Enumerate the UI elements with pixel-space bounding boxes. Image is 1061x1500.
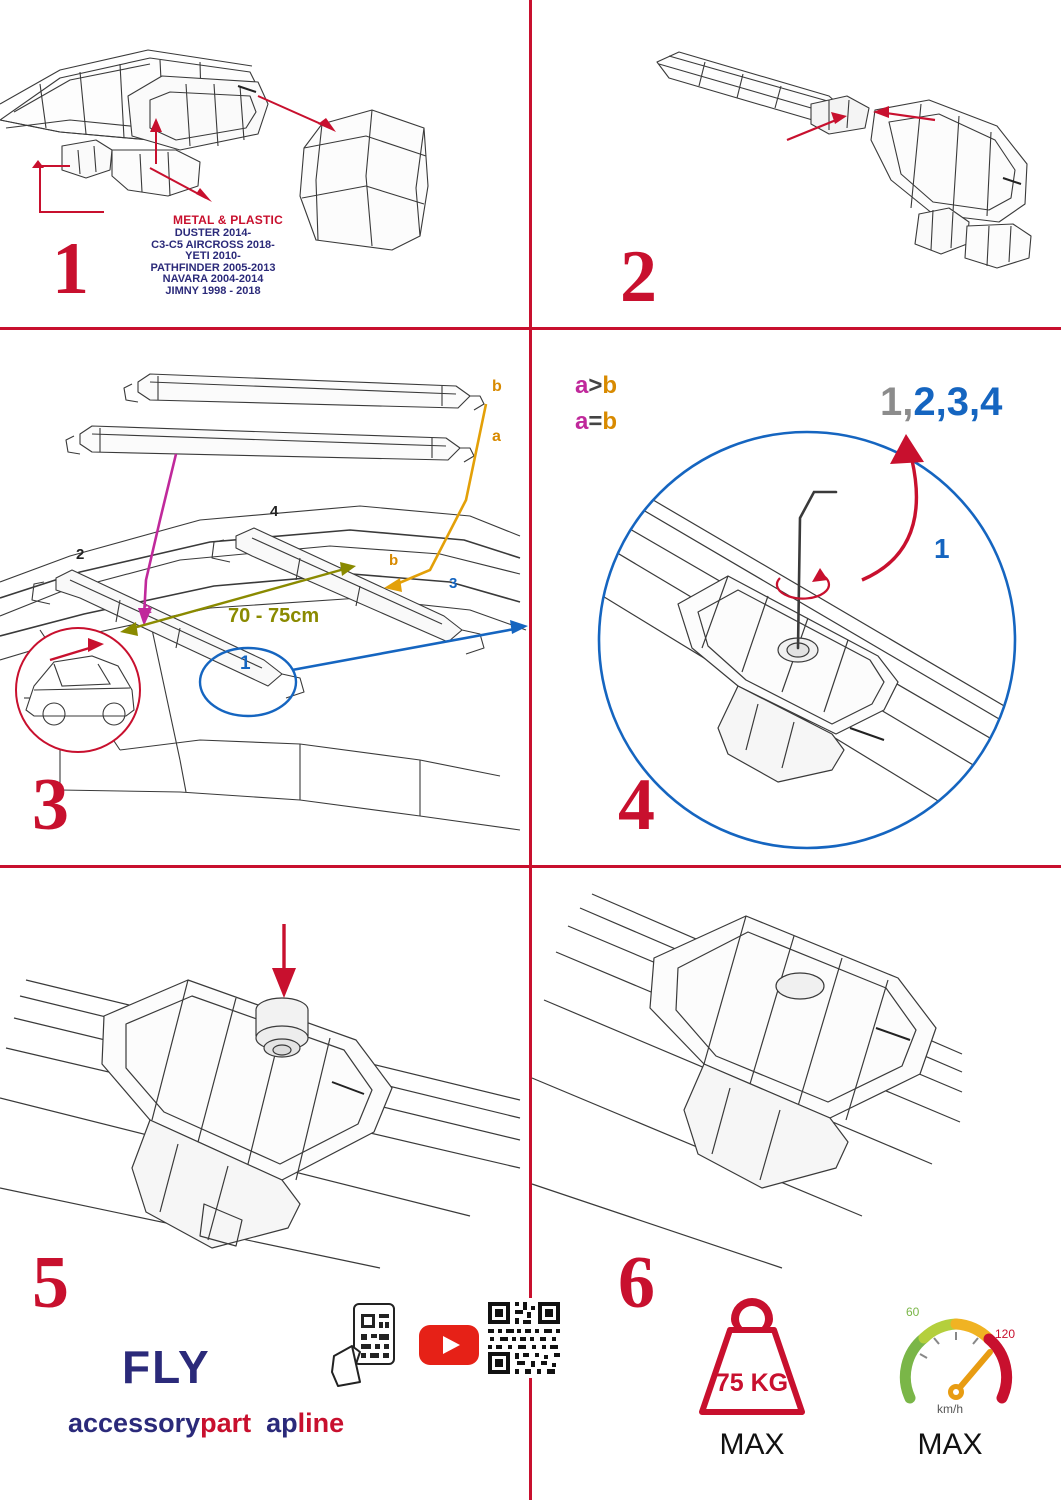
- vehicle-item: PATHFINDER 2005-2013: [150, 261, 276, 274]
- brand-line: [68, 1408, 344, 1439]
- marker-3: 3: [449, 575, 458, 592]
- step-number-3: 3: [32, 764, 67, 846]
- vehicle-item: NAVARA 2004-2014: [162, 273, 264, 285]
- weight-limit-max: MAX: [719, 1428, 785, 1461]
- vehicle-item: YETI 2010-: [185, 250, 241, 262]
- step-2-illustration: [529, 0, 1061, 327]
- order-rest: 2,3,4: [913, 380, 1003, 424]
- step-5-illustration: [0, 868, 529, 1268]
- vehicle-item: DUSTER 2014-: [174, 227, 252, 239]
- relation-operator: >: [588, 372, 603, 399]
- brand-line-suffix: line: [297, 1408, 345, 1438]
- label-b-top-bar: b: [492, 378, 502, 395]
- tightening-order: [880, 380, 1002, 425]
- relation-a: a: [575, 372, 589, 399]
- scan-phone-icon: [330, 1300, 410, 1390]
- relation-b: b: [602, 372, 618, 399]
- step-number-4: 4: [618, 764, 653, 846]
- step1-vehicle-list: [78, 228, 348, 297]
- dimension-label: 70 - 75cm: [228, 605, 320, 627]
- relation-b: b: [602, 408, 618, 435]
- youtube-icon[interactable]: [418, 1322, 480, 1368]
- step-6-illustration: [532, 868, 1061, 1268]
- brand-accessory: accessory: [68, 1408, 201, 1438]
- step-2-panel: [529, 0, 1061, 327]
- order-first: 1,: [880, 380, 914, 424]
- vehicle-item: C3-C5 AIRCROSS 2018-: [151, 238, 275, 251]
- relation-operator: =: [588, 408, 603, 435]
- step-5-panel: [0, 868, 529, 1268]
- label-b-roof: b: [389, 552, 399, 569]
- marker-2: 2: [76, 546, 85, 563]
- step-6-panel: [532, 868, 1061, 1268]
- step-number-5: 5: [32, 1242, 67, 1324]
- step-number-1: 1: [52, 228, 87, 310]
- step-number-2: 2: [620, 236, 655, 318]
- brand-fly: FLY: [122, 1341, 211, 1393]
- step-number-6: 6: [618, 1242, 653, 1324]
- step-3-panel: [0, 330, 529, 865]
- step-3-illustration: [0, 330, 529, 865]
- marker-1-circled: 1: [240, 653, 251, 674]
- gauge-min-label: 60: [906, 1305, 920, 1319]
- step4-callout-1: 1: [934, 533, 950, 564]
- speed-limit-max: MAX: [917, 1428, 983, 1461]
- brand-ap: ap: [266, 1408, 298, 1438]
- weight-limit-icon: [686, 1300, 818, 1420]
- step1-metal-plastic-heading: METAL & PLASTIC: [173, 213, 283, 227]
- brand-part: part: [200, 1408, 252, 1438]
- speed-unit-label: km/h: [936, 1402, 963, 1416]
- gauge-max-label: 120: [995, 1327, 1016, 1341]
- qr-code[interactable]: [484, 1298, 564, 1378]
- weight-limit-value: 75 KG: [715, 1369, 789, 1397]
- marker-4: 4: [270, 503, 279, 520]
- label-a-top-bar: a: [492, 428, 501, 445]
- label-a-roof: a: [143, 600, 152, 617]
- vehicle-item: JIMNY 1998 - 2018: [165, 284, 261, 297]
- relation-a: a: [575, 408, 589, 435]
